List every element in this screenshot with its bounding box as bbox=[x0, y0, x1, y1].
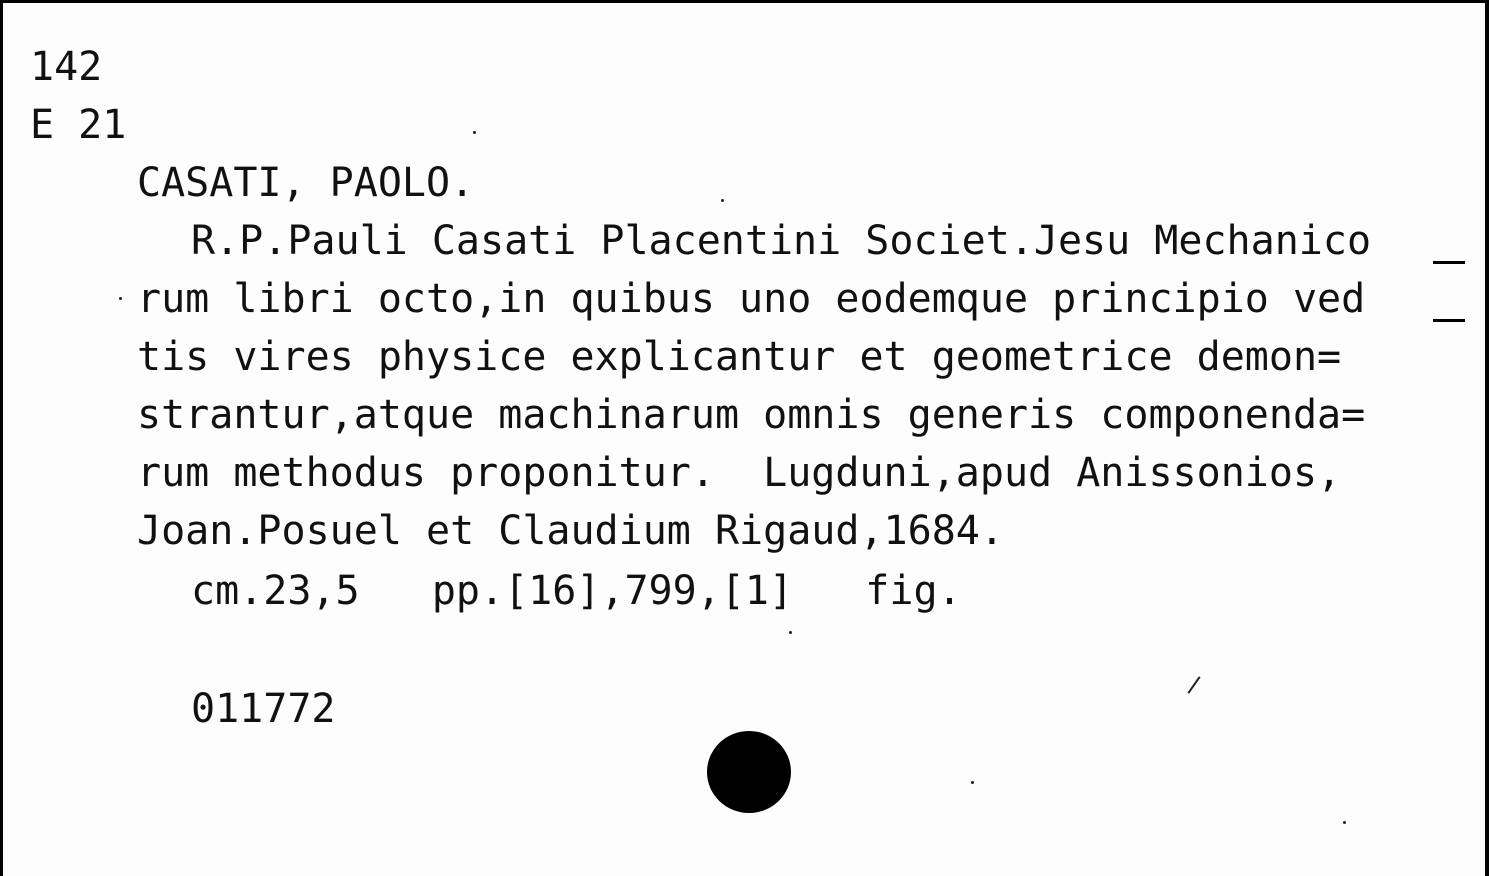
call-number-line-1: 142 bbox=[30, 44, 103, 90]
description-line-6: Joan.Posuel et Claudium Rigaud,1684. bbox=[137, 508, 1004, 554]
speck bbox=[971, 781, 974, 784]
speck bbox=[119, 297, 122, 300]
description-line-5: rum methodus proponitur. Lugduni,apud Anissonios, bbox=[137, 450, 1342, 496]
punch-hole bbox=[707, 731, 791, 813]
underline-mark bbox=[1433, 261, 1465, 264]
speck bbox=[1343, 821, 1346, 824]
author-heading: CASATI, PAOLO. bbox=[137, 160, 475, 206]
speck bbox=[473, 131, 476, 134]
description-line-2: rum libri octo,in quibus uno eodemque principio ved bbox=[137, 276, 1366, 322]
call-number-line-2: E 21 bbox=[30, 102, 127, 148]
description-line-3: tis vires physice explicantur et geometrice demon= bbox=[137, 334, 1342, 380]
description-line-4: strantur,atque machinarum omnis generis componenda= bbox=[137, 392, 1366, 438]
speck bbox=[789, 631, 792, 634]
accession-number: 011772 bbox=[191, 686, 336, 732]
pencil-tick bbox=[1187, 676, 1200, 694]
underline-mark bbox=[1433, 319, 1465, 322]
collation-line: cm.23,5 pp.[16],799,[1] fig. bbox=[191, 568, 962, 614]
speck bbox=[721, 199, 724, 202]
description-line-1: R.P.Pauli Casati Placentini Societ.Jesu Mechanico bbox=[191, 218, 1372, 264]
